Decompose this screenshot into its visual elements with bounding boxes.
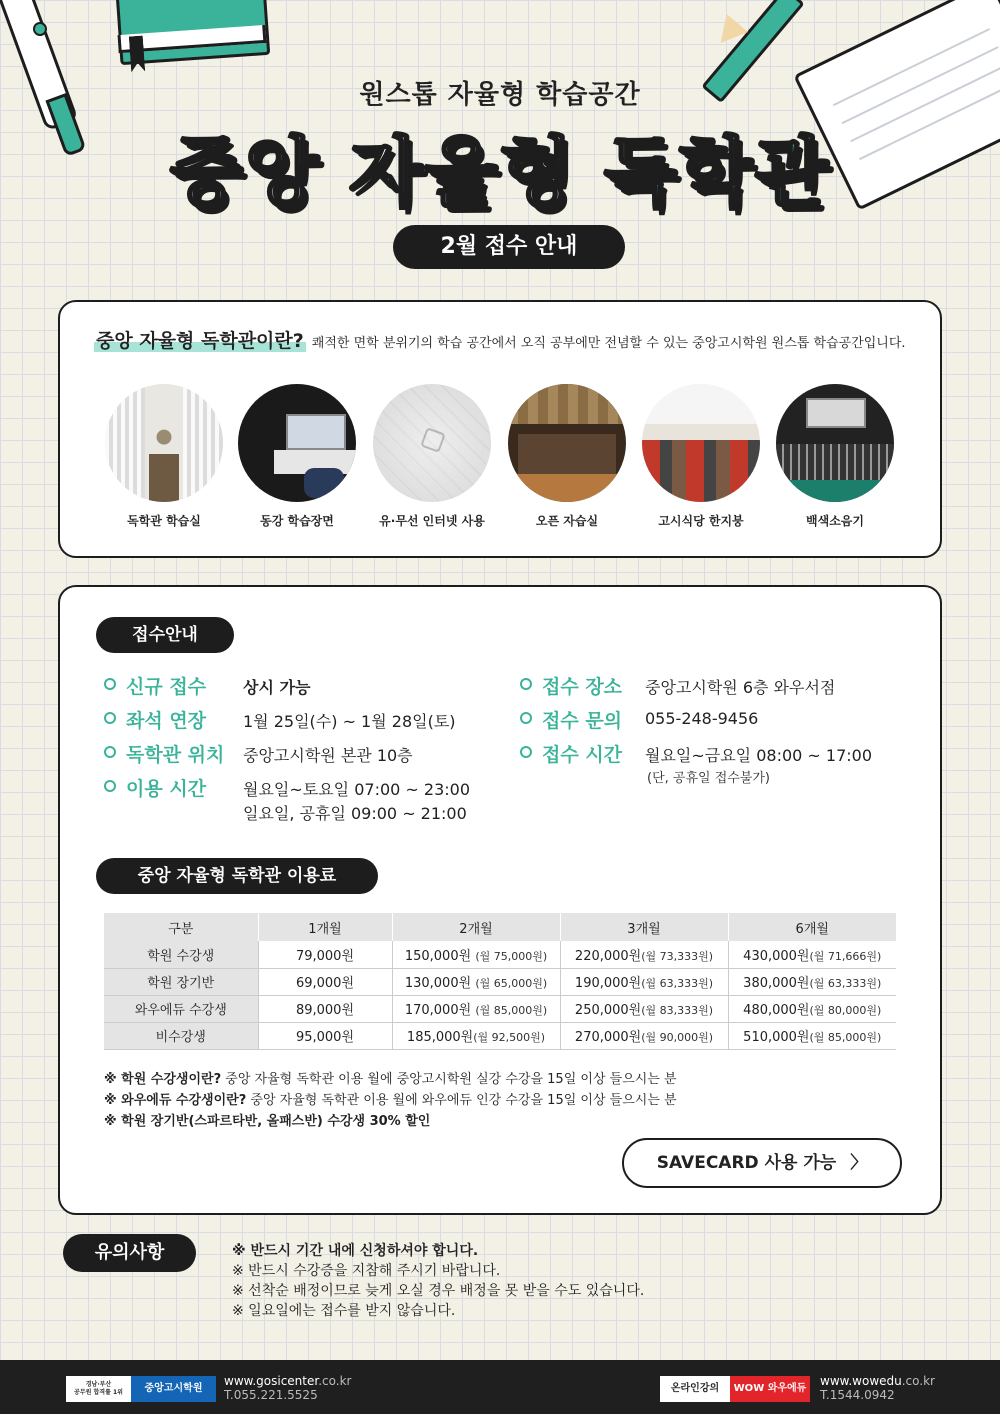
reception-time-label: 접수 시간 (520, 740, 622, 767)
savecard-label: SAVECARD 사용 가능 (656, 1153, 837, 1173)
bookmark-decoration (129, 36, 145, 73)
note-wowedu-student: ※ 와우에듀 수강생이란? 중앙 자율형 독학관 이용 월에 와우에듀 인강 수강을 15일 이상 들으시는 분 (104, 1093, 677, 1108)
fee-cell: 150,000원 (월 75,000원) (392, 941, 560, 968)
caution-item: ※ 일요일에는 접수를 받지 않습니다. (232, 1303, 456, 1319)
photo-caption-1: 독학관 학습실 (127, 514, 201, 528)
fee-cell: 380,000원(월 63,333원) (728, 968, 896, 995)
title-part2: 독학관 (603, 128, 831, 217)
fee-cell: 430,000원(월 71,666원) (728, 941, 896, 968)
inquiry-phone: 055-248-9456 (645, 709, 759, 728)
open-study-photo (508, 384, 626, 502)
reception-place-label: 접수 장소 (520, 672, 622, 699)
fee-cell: 510,000원(월 85,000원) (728, 1022, 896, 1049)
logo2-name: WOW 와우에듀 (730, 1376, 810, 1402)
intro-line (94, 326, 906, 353)
cafeteria-photo (642, 384, 760, 502)
savecard-button[interactable] (622, 1138, 902, 1188)
fee-cell: 185,000원(월 92,500원) (392, 1022, 560, 1049)
seat-extension-label: 좌석 연장 (104, 706, 206, 733)
photo-caption-4: 오픈 자습실 (535, 514, 599, 528)
hours-value-weekday: 월요일~토요일 07:00 ~ 23:00 (243, 780, 471, 799)
row-name: 학원 수강생 (104, 941, 258, 968)
photo-caption-5: 고시식당 한지붕 (658, 514, 744, 528)
new-registration-label: 신규 접수 (104, 672, 206, 699)
table-row (104, 968, 896, 995)
seat-extension-value: 1월 25일(수) ~ 1월 28일(토) (243, 712, 456, 731)
wowedu-site-link[interactable]: www.wowedu.co.kr (820, 1374, 935, 1388)
new-registration-value: 상시 가능 (243, 678, 311, 697)
caution-item: ※ 반드시 수강증을 지참해 주시기 바랍니다. (232, 1263, 501, 1279)
inquiry-label: 접수 문의 (520, 706, 622, 733)
col-header: 1개월 (258, 913, 392, 941)
gosicenter-site-link[interactable]: www.gosicenter.co.kr (224, 1374, 352, 1388)
fee-cell: 480,000원(월 80,000원) (728, 995, 896, 1022)
photo-caption-6: 백색소음기 (806, 514, 864, 528)
gosicenter-phone: T.055.221.5525 (224, 1388, 318, 1402)
fee-cell: 170,000원 (월 85,000원) (392, 995, 560, 1022)
table-row (104, 1022, 896, 1049)
hours-value-holiday: 일요일, 공휴일 09:00 ~ 21:00 (243, 804, 467, 823)
fees-heading: 중앙 자율형 독학관 이용료 (96, 858, 378, 894)
hours-label: 이용 시간 (104, 774, 206, 801)
logo1-tagline: 경남·부산 공무원 합격률 1위 (74, 1381, 123, 1396)
caution-heading: 유의사항 (63, 1234, 196, 1272)
logo2-label: 온라인강의 (670, 1383, 720, 1394)
photo-caption-3: 유·무선 인터넷 사용 (379, 514, 485, 528)
caution-item: ※ 반드시 기간 내에 신청하셔야 합니다. (232, 1243, 479, 1259)
caution-item: ※ 선착순 배정이므로 늦게 오실 경우 배정을 못 받을 수도 있습니다. (232, 1283, 645, 1299)
location-value: 중앙고시학원 본관 10층 (243, 746, 413, 765)
col-header: 6개월 (728, 913, 896, 941)
white-noise-photo (776, 384, 894, 502)
table-row (104, 941, 896, 968)
lecture-photo (238, 384, 356, 502)
page-title (0, 112, 1000, 221)
reception-time-note: (단, 공휴일 접수불가) (647, 771, 771, 786)
fee-cell: 95,000원 (258, 1022, 392, 1049)
intro-heading: 중앙 자율형 독학관이란? (96, 330, 304, 352)
col-header: 2개월 (392, 913, 560, 941)
fees-table (104, 913, 896, 1050)
fee-cell: 270,000원(월 90,000원) (560, 1022, 728, 1049)
table-header-row (104, 913, 896, 941)
study-room-photo (105, 384, 223, 502)
photo-caption-2: 동강 학습장면 (260, 514, 334, 528)
fee-cell: 190,000원(월 63,333원) (560, 968, 728, 995)
location-label: 독학관 위치 (104, 740, 224, 767)
col-header: 구분 (104, 913, 258, 941)
logo1-name: 중앙고시학원 (131, 1376, 216, 1402)
fee-cell: 69,000원 (258, 968, 392, 995)
fee-cell: 79,000원 (258, 941, 392, 968)
reception-heading: 접수안내 (96, 617, 234, 653)
internet-ceiling-photo (373, 384, 491, 502)
fee-cell: 130,000원 (월 65,000원) (392, 968, 560, 995)
intro-text: 쾌적한 면학 분위기의 학습 공간에서 오직 공부에만 전념할 수 있는 중앙고시학원 원스톱 학습공간입니다. (311, 336, 906, 351)
reception-place-value: 중앙고시학원 6층 와우서점 (645, 678, 836, 697)
fee-cell: 89,000원 (258, 995, 392, 1022)
note-discount: ※ 학원 장기반(스파르타반, 올패스반) 수강생 30% 할인 (104, 1114, 431, 1129)
fee-cell: 220,000원(월 73,333원) (560, 941, 728, 968)
row-name: 학원 장기반 (104, 968, 258, 995)
month-badge: 2월 접수 안내 (393, 225, 625, 269)
chevron-right-icon: 〉 (850, 1153, 868, 1173)
table-row (104, 995, 896, 1022)
title-part1: 중앙 자율형 (169, 128, 576, 217)
note-academy-student: ※ 학원 수강생이란? 중앙 자율형 독학관 이용 월에 중앙고시학원 실강 수강을 15일 이상 들으시는 분 (104, 1072, 677, 1087)
row-name: 와우에듀 수강생 (104, 995, 258, 1022)
fee-cell: 250,000원(월 83,333원) (560, 995, 728, 1022)
col-header: 3개월 (560, 913, 728, 941)
wowedu-logo (660, 1376, 810, 1402)
subtitle: 원스톱 자율형 학습공간 (359, 80, 641, 110)
reception-time-value: 월요일~금요일 08:00 ~ 17:00 (645, 746, 873, 765)
gosicenter-logo (66, 1376, 216, 1402)
row-name: 비수강생 (104, 1022, 258, 1049)
wowedu-phone: T.1544.0942 (820, 1388, 895, 1402)
